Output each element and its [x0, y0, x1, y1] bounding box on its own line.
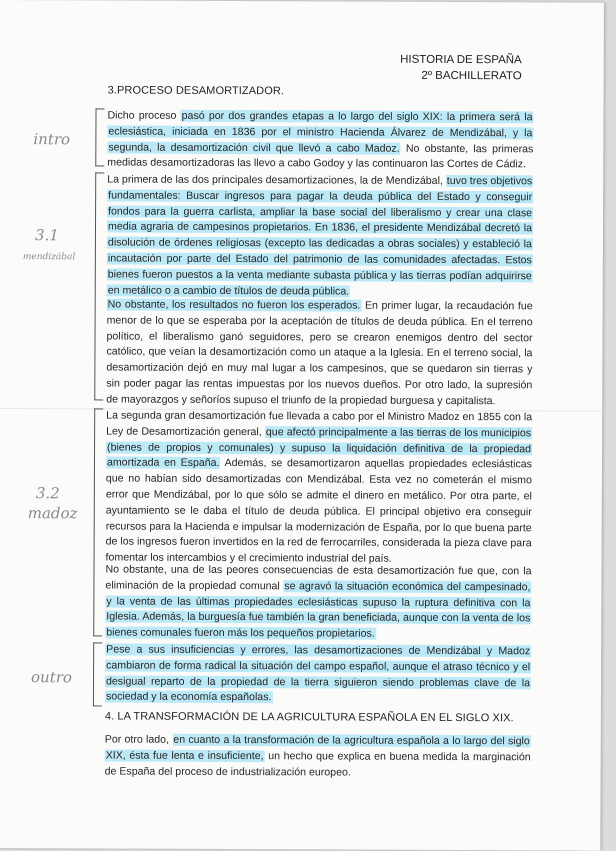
- paragraph-intro: [107, 108, 533, 173]
- margin-bracket-mendizabal: [94, 172, 104, 400]
- margin-note-31-name: mendizábal: [23, 252, 75, 262]
- margin-bracket-madoz: [93, 408, 103, 636]
- section4-title: 4. LA TRANSFORMACIÓN DE LA AGRICULTURA ESPAÑOLA EN EL SIGLO XIX.: [105, 710, 514, 724]
- highlighted-text: se agravó la situación económica del campesinado, y la venta de las últimas propiedades eclesiásticas supuso la ruptura definitiva con la Iglesia. Además, la burguesía fue también la gran beneficiada, aunque con la venta de los bienes comunales fueron más los pequeños propietarios.: [105, 580, 531, 640]
- text-plain: Por otro lado,: [105, 733, 173, 745]
- page-header: [400, 52, 522, 85]
- header-subject: HISTORIA DE ESPAÑA: [400, 52, 522, 69]
- text-plain: En primer lugar, la recaudación fue menor de lo que se esperaba por la aceptación de títulos de deuda pública. En el terreno político, el liberalismo ganó seguidores, pero se crearon enemigos dentro del sector católico, que veían la desamortización como un ataque a la Iglesia. En el terreno social, la desamortización dejó en muy mal lugar a los campesinos, que se quedaron sin tierras y sin poder pagar las rentas impuestas por los nuevos dueños. Por otro lado, la supresión de mayorazgos y señoríos supuso el triunfo de la propiedad burguesa y capitalista.: [106, 300, 532, 407]
- text-plain: Además, se desamortizaron aquellas propiedades eclesiásticas que no habían sido desamortizadas con Mendizábal. Esta vez no cometerán el mismo error que Mendizábal, por lo que sólo se admite el dinero en metálico. Por otra parte, el ayuntamiento se le daba el título de deuda pública. El principal objetivo era conseguir recursos para la Hacienda e impulsar la modernización de España, por lo que buena parte de los ingresos fueron invertidos en la red de ferrocarriles, considerada la pieza clave para fomentar los intercambios y el crecimiento industrial del país.: [106, 457, 532, 565]
- margin-note-32-name: madoz: [28, 504, 78, 522]
- text-plain: un hecho que explica en buena medida la marginación de España del proceso de industrialización europeo.: [105, 750, 531, 778]
- text-plain: La segunda gran desamortización fue llevada a cabo por el Ministro Madoz en 1855 con la Ley de Desamortización general,: [106, 409, 532, 437]
- header-course: 2º BACHILLERATO: [400, 68, 522, 85]
- margin-bracket-outro: [93, 642, 102, 706]
- highlighted-text: No obstante, los resultados no fueron los esperados.: [107, 298, 362, 311]
- margin-note-32-number: 3.2: [36, 484, 60, 502]
- text-plain: No obstante, las primeras medidas desamortizadoras las llevo a cabo Godoy y las continuaron las Cortes de Cádiz.: [107, 142, 533, 170]
- margin-note-outro: outro: [31, 668, 72, 686]
- highlighted-text: Pese a sus insuficiencias y errores, las desamortizaciones de Mendizábal y Madoz cambiaron de forma radical la situación del campo español, aunque el atraso técnico y el desigual reparto de la propiedad de la tierra siguieron siendo problemas clave de la sociedad y la economía españolas.: [105, 643, 531, 703]
- text-plain: Dicho proceso: [107, 109, 180, 121]
- highlighted-text: que afectó principalmente a las tierras de los municipios (bienes de propios y comunales) y supuso la liquidación definitiva de la propiedad amortizada en España.: [106, 426, 532, 469]
- paragraph-conclusion: [105, 642, 531, 707]
- paragraph-results: [106, 297, 532, 409]
- highlighted-text: pasó por dos grandes etapas a lo largo del siglo XIX: la primera será la eclesiástica, iniciada en 1836 por el ministro Hacienda Álvarez de Mendizábal, y la segunda, la desamortización civil que llevó a cabo Madoz.: [107, 110, 533, 155]
- highlighted-text: en cuanto a la transformación de la agricultura española a lo largo del siglo XIX, ésta fue lenta e insuficiente,: [105, 734, 531, 762]
- paragraph-madoz: [106, 408, 533, 568]
- paragraph-mendizabal: [107, 172, 534, 300]
- margin-bracket-intro: [95, 108, 104, 166]
- margin-note-intro: intro: [33, 130, 70, 148]
- section-title: 3.PROCESO DESAMORTIZADOR.: [108, 84, 285, 97]
- highlighted-text: tuvo tres objetivos fundamentales: Buscar ingresos para pagar la deuda pública del Estado y conseguir fondos para la guerra carlista, ampliar la base social del liberalismo y crear una clase media agraria de campesinos propietarios. En 1836, el presidente Mendizábal decretó la disolución de órdenes religiosas (excepto las dedicadas a obras sociales) y estableció la incautación por parte del Estado del patrimonio de las comunidades afectadas. Estos bienes fueron puestos a la venta mediante subasta pública y las tierras podían adquirirse en metálico o a cambio de títulos de deuda pública.: [107, 175, 534, 297]
- margin-note-31-number: 3.1: [35, 226, 59, 244]
- paragraph-agriculture: [105, 732, 531, 781]
- paragraph-consequences: [105, 562, 531, 643]
- text-plain: No obstante, una de las peores consecuencias de esta desamortización fue que, con la eliminación de la propiedad comunal: [105, 563, 531, 592]
- text-plain: La primera de las dos principales desamortizaciones, la de Mendizábal,: [107, 173, 446, 186]
